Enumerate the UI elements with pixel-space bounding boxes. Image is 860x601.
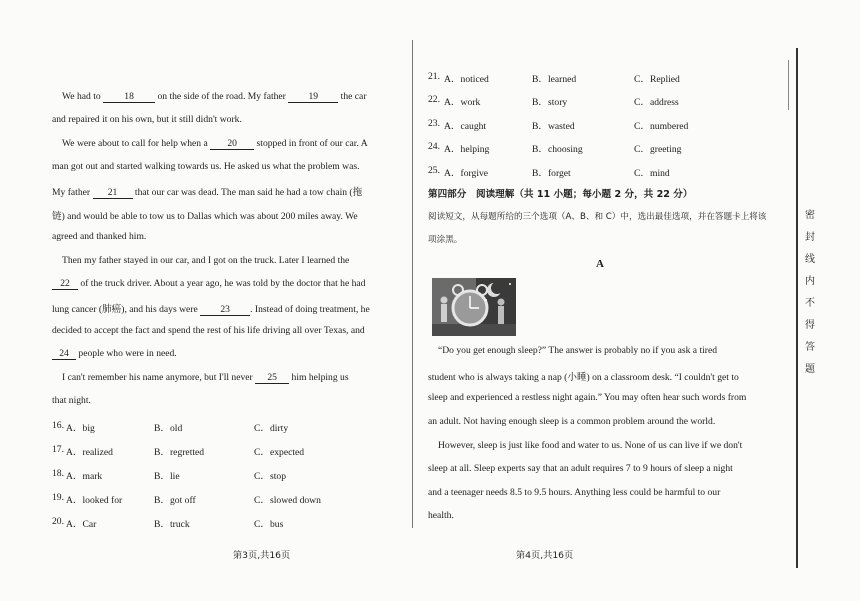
question-number: 21. <box>428 71 440 82</box>
option-c: C．mind <box>634 168 670 179</box>
blank-20: 20 <box>210 138 254 150</box>
option-b: B．regretted <box>154 447 205 458</box>
text-line <box>62 372 349 384</box>
question-number: 16. <box>52 420 64 431</box>
text-segment: the car <box>338 91 367 102</box>
option-b: B．got off <box>154 495 196 506</box>
instruction-text: 阅读短文，从每题所给的三个选项（A、B、和 C）中，选出最佳选项，并在答题卡上将该 <box>428 212 767 222</box>
option-b: B．learned <box>532 74 577 85</box>
passage-line: student who is always taking a nap (小睡) on a classroom desk. “I couldn't get to <box>428 372 739 383</box>
text-segment: on the side of the road. My father <box>155 91 289 102</box>
option-b: B．old <box>154 423 183 434</box>
text-segment: My father <box>52 187 93 198</box>
option-c: C．stop <box>254 471 286 482</box>
passage-line: “Do you get enough sleep?” The answer is probably no if you ask a tired <box>438 345 718 356</box>
text-segment: people who were in need. <box>76 348 177 359</box>
option-a: A．big <box>66 423 95 434</box>
text-segment: of the truck driver. About a year ago, he was told by the doctor that he had <box>78 278 366 289</box>
margin-rule <box>788 60 789 110</box>
blank-24: 24 <box>52 348 76 360</box>
text-segment: him helping us <box>289 372 349 383</box>
page-number-4: 第4页,共16页 <box>516 550 574 561</box>
option-b: B．choosing <box>532 144 583 155</box>
clock-moon-image <box>432 278 516 336</box>
text-line: man got out and started walking towards us. He asked us what the problem was. <box>52 161 360 172</box>
blank-19: 19 <box>288 91 338 103</box>
option-c: C．numbered <box>634 121 689 132</box>
question-number: 24. <box>428 141 440 152</box>
question-number: 18. <box>52 468 64 479</box>
text-line: agreed and thanked him. <box>52 231 147 242</box>
question-number: 23. <box>428 118 440 129</box>
instruction-text: 项涂黑。 <box>428 235 463 245</box>
option-b: B．story <box>532 97 568 108</box>
text-segment: I can't remember his name anymore, but I'll never <box>62 372 256 383</box>
option-a: A．helping <box>444 144 490 155</box>
option-c: C．dirty <box>254 423 289 434</box>
sleep-illustration <box>432 278 516 336</box>
passage-line: sleep at all. Sleep experts say that an adult requires 7 to 9 hours of sleep a night <box>428 463 733 474</box>
text-segment: that our car was dead. The man said he had a tow chain (拖 <box>132 187 363 198</box>
question-number: 22. <box>428 94 440 105</box>
column-divider <box>412 40 413 528</box>
text-line: Then my father stayed in our car, and I got on the truck. Later I learned the <box>62 255 350 266</box>
blank-23: 23 <box>200 304 250 316</box>
question-number: 20. <box>52 516 64 527</box>
option-c: C．expected <box>254 447 305 458</box>
question-number: 19. <box>52 492 64 503</box>
option-b: B．forget <box>532 168 571 179</box>
option-b: B．truck <box>154 519 190 530</box>
text-segment: lung cancer (肺癌), and his days were <box>52 304 201 315</box>
text-line: 链) and would be able to tow us to Dallas which was about 200 miles away. We <box>52 211 358 222</box>
blank-21: 21 <box>93 187 133 199</box>
question-number: 25. <box>428 165 440 176</box>
option-a: A．caught <box>444 121 487 132</box>
passage-line: health. <box>428 510 454 521</box>
option-a: A．noticed <box>444 74 489 85</box>
text-line: that night. <box>52 395 91 406</box>
option-a: A．mark <box>66 471 103 482</box>
option-a: A．Car <box>66 519 97 530</box>
text-line <box>52 301 370 316</box>
passage-label: A <box>596 258 604 270</box>
question-number: 17. <box>52 444 64 455</box>
option-c: C．slowed down <box>254 495 321 506</box>
text-segment: stopped in front of our car. A <box>254 138 368 149</box>
option-c: C．bus <box>254 519 284 530</box>
text-line <box>52 184 362 199</box>
text-line <box>52 278 365 290</box>
blank-22: 22 <box>52 278 78 290</box>
text-line <box>52 348 177 360</box>
passage-line: However, sleep is just like food and water to us. None of us can live if we don't <box>438 440 743 451</box>
option-b: B．lie <box>154 471 180 482</box>
option-a: A．work <box>444 97 481 108</box>
option-a: A．forgive <box>444 168 489 179</box>
seal-line-notice: 密封线内不得答题 <box>805 210 815 375</box>
page-number-3: 第3页,共16页 <box>233 550 291 561</box>
text-line: and repaired it on his own, but it still didn't work. <box>52 114 242 125</box>
option-a: A．realized <box>66 447 113 458</box>
seal-line <box>796 48 798 568</box>
text-line <box>62 138 368 150</box>
option-b: B．wasted <box>532 121 575 132</box>
text-segment: . Instead of doing treatment, he <box>250 304 370 315</box>
option-c: C．address <box>634 97 679 108</box>
blank-18: 18 <box>103 91 155 103</box>
passage-line: an adult. Not having enough sleep is a common problem around the world. <box>428 416 716 427</box>
blank-25: 25 <box>255 372 289 384</box>
passage-line: and a teenager needs 8.5 to 9.5 hours. Anything less could be harmful to our <box>428 487 721 498</box>
section-title: 第四部分 阅读理解（共 11 小题；每小题 2 分，共 22 分） <box>428 189 693 200</box>
text-line <box>62 91 367 103</box>
text-line: decided to accept the fact and spend the rest of his life driving all over Texas, and <box>52 325 365 336</box>
text-segment: We were about to call for help when a <box>62 138 211 149</box>
passage-line: sleep and experienced a restless night again.” You may often hear such words from <box>428 392 747 403</box>
option-a: A．looked for <box>66 495 123 506</box>
text-segment: We had to <box>62 91 104 102</box>
option-c: C．greeting <box>634 144 682 155</box>
option-c: C．Replied <box>634 74 680 85</box>
